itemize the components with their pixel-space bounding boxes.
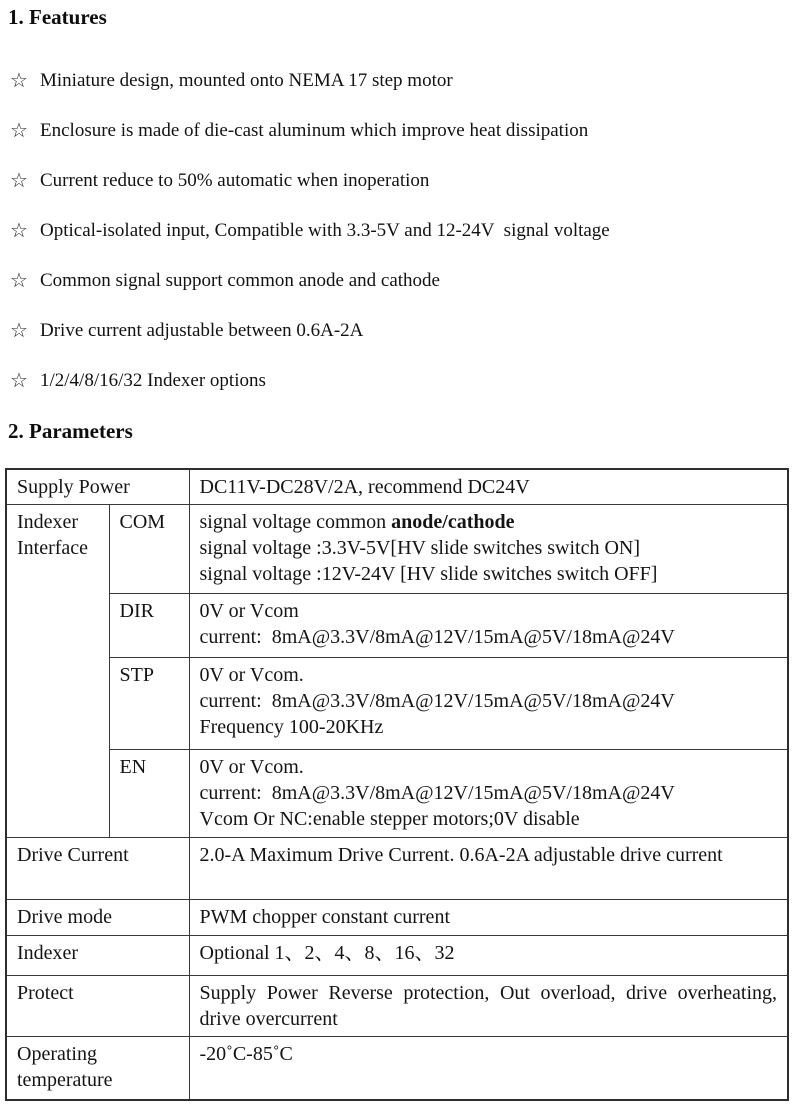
com-line1-normal: signal voltage common <box>199 511 392 533</box>
signal-name-com: COM <box>109 505 189 594</box>
signal-name-en: EN <box>109 750 189 838</box>
table-row <box>6 976 788 1037</box>
param-value-protect: Supply Power Reverse protection, Out overload, drive overheating, drive overcurrent <box>189 976 788 1037</box>
value-line: Frequency 100-20KHz <box>199 716 384 738</box>
star-bullet-icon: ☆ <box>10 120 28 142</box>
feature-text: 1/2/4/8/16/32 Indexer options <box>40 370 266 391</box>
param-label-indexer: Indexer <box>6 936 189 976</box>
param-value-stp <box>189 658 788 750</box>
param-label-drive-mode: Drive mode <box>6 900 189 936</box>
param-label-protect: Protect <box>6 976 189 1037</box>
value-line: 0V or Vcom <box>199 600 299 622</box>
table-row <box>6 936 788 976</box>
star-bullet-icon: ☆ <box>10 320 28 342</box>
feature-text: Current reduce to 50% automatic when inoperation <box>40 170 430 191</box>
param-label-supply-power: Supply Power <box>6 469 189 505</box>
param-label-drive-current: Drive Current <box>6 838 189 900</box>
value-line: signal voltage :3.3V-5V[HV slide switches switch ON] <box>199 537 641 559</box>
param-value-com <box>189 505 788 594</box>
feature-text: Optical-isolated input, Compatible with 3.3-5V and 12-24V signal voltage <box>40 220 610 241</box>
feature-item <box>10 70 790 92</box>
parameters-table <box>5 468 789 1101</box>
value-line: current: 8mA@3.3V/8mA@12V/15mA@5V/18mA@24V <box>199 626 675 648</box>
table-row <box>6 469 788 505</box>
signal-name-stp: STP <box>109 658 189 750</box>
value-line: 0V or Vcom. <box>199 756 304 778</box>
param-value-dir <box>189 594 788 658</box>
param-value-indexer: Optional 1、2、4、8、16、32 <box>189 936 788 976</box>
table-row <box>6 658 788 750</box>
feature-item <box>10 120 790 142</box>
feature-item <box>10 320 790 342</box>
table-row <box>6 1037 788 1100</box>
param-value-en <box>189 750 788 838</box>
value-line: 0V or Vcom. <box>199 664 304 686</box>
signal-name-dir: DIR <box>109 594 189 658</box>
value-line <box>200 509 778 535</box>
star-bullet-icon: ☆ <box>10 70 28 92</box>
value-line: signal voltage :12V-24V [HV slide switches switch OFF] <box>199 563 658 585</box>
feature-text: Enclosure is made of die-cast aluminum which improve heat dissipation <box>40 120 589 141</box>
parameters-section-title: 2. Parameters <box>8 419 133 443</box>
param-label-operating-temperature: Operating temperature <box>6 1037 189 1100</box>
com-line1-bold: anode/cathode <box>391 511 515 533</box>
param-value-drive-mode: PWM chopper constant current <box>189 900 788 936</box>
param-value-operating-temperature: -20˚C-85˚C <box>189 1037 788 1100</box>
star-bullet-icon: ☆ <box>10 170 28 192</box>
value-line: Vcom Or NC:enable stepper motors;0V disable <box>199 808 580 830</box>
feature-text: Drive current adjustable between 0.6A-2A <box>40 320 364 341</box>
value-line: current: 8mA@3.3V/8mA@12V/15mA@5V/18mA@24V <box>199 690 675 712</box>
table-row <box>6 594 788 658</box>
feature-text: Common signal support common anode and cathode <box>40 270 440 291</box>
table-row <box>6 505 788 594</box>
param-value-supply-power: DC11V-DC28V/2A, recommend DC24V <box>189 469 788 505</box>
feature-item <box>10 170 790 192</box>
features-section-title: 1. Features <box>8 5 107 29</box>
star-bullet-icon: ☆ <box>10 270 28 292</box>
table-row <box>6 838 788 900</box>
feature-item <box>10 220 790 242</box>
param-value-drive-current: 2.0-A Maximum Drive Current. 0.6A-2A adjustable drive current <box>189 838 788 900</box>
feature-item <box>10 270 790 292</box>
star-bullet-icon: ☆ <box>10 220 28 242</box>
value-line: current: 8mA@3.3V/8mA@12V/15mA@5V/18mA@24V <box>199 782 675 804</box>
feature-item <box>10 370 790 392</box>
features-list <box>8 70 790 392</box>
table-row <box>6 750 788 838</box>
table-row <box>6 900 788 936</box>
star-bullet-icon: ☆ <box>10 370 28 392</box>
feature-text: Miniature design, mounted onto NEMA 17 step motor <box>40 70 453 91</box>
param-label-indexer-interface: Indexer Interface <box>6 505 109 838</box>
